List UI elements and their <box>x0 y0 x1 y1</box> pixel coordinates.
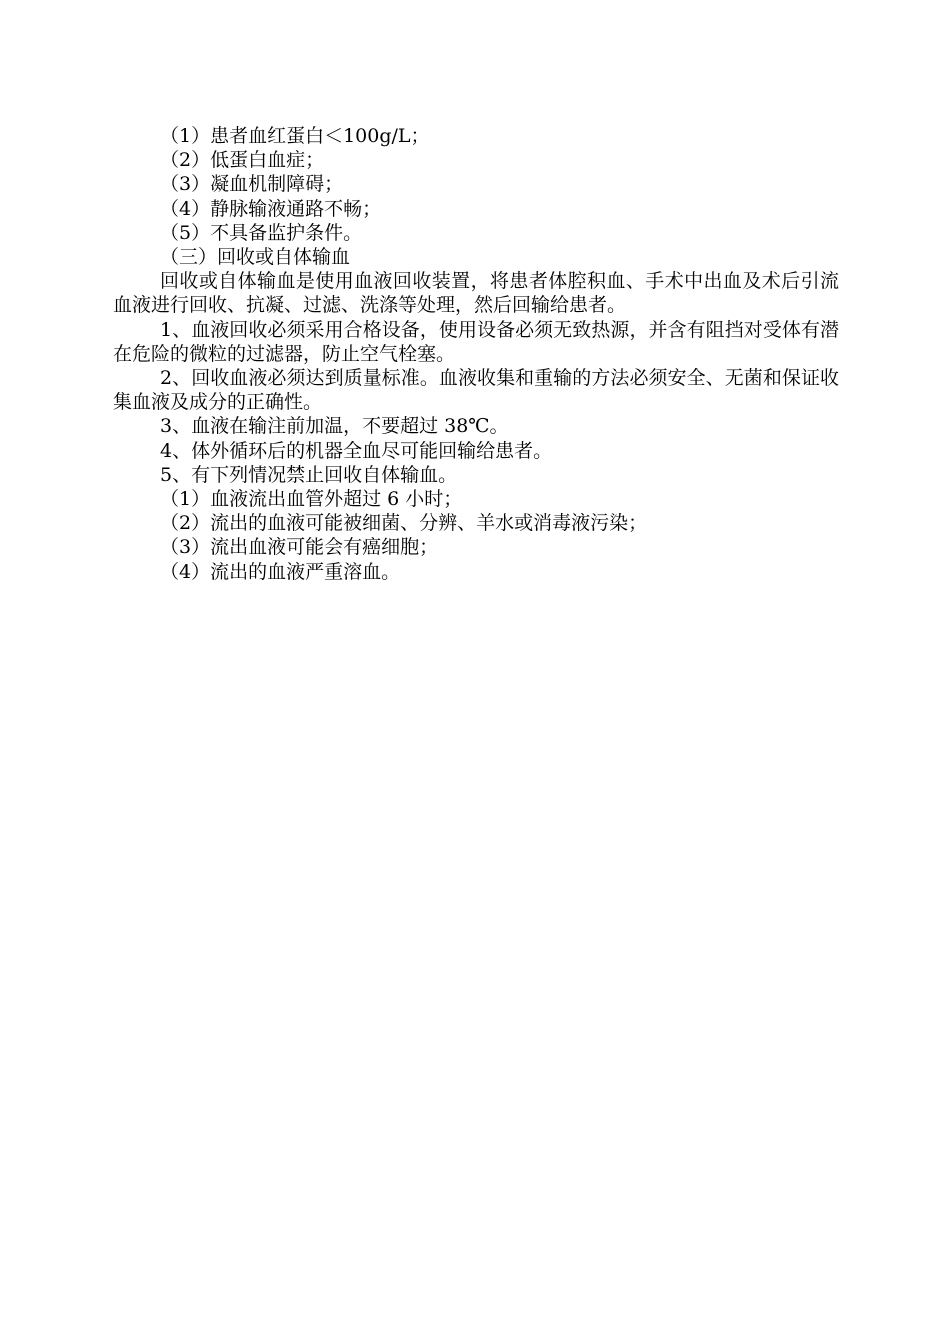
list-item: （4）静脉输液通路不畅； <box>160 197 382 220</box>
rule-paragraph: 3、血液在输注前加温，不要超过 38℃。 <box>160 415 509 438</box>
rule-paragraph: 4、体外循环后的机器全血尽可能回输给患者。 <box>160 439 553 462</box>
list-item: （4）流出的血液严重溶血。 <box>160 560 401 583</box>
section-heading: （三）回收或自体输血 <box>160 246 351 269</box>
list-item: （5）不具备监护条件。 <box>160 221 363 244</box>
list-item: （2）流出的血液可能被细菌、分辨、羊水或消毒液污染； <box>160 512 648 535</box>
rule-paragraph: 5、有下列情况禁止回收自体输血。 <box>160 463 458 486</box>
list-item: （1）血液流出血管外超过 6 小时； <box>160 488 463 511</box>
rule-paragraph: 1、血液回收必须采用合格设备，使用设备必须无致热源，并含有阻挡对受体有潜在危险的微粒的过滤器，防止空气栓塞。 <box>113 318 839 365</box>
list-item: （3）凝血机制障碍； <box>160 173 344 196</box>
intro-paragraph: 回收或自体输血是使用血液回收装置，将患者体腔积血、手术中出血及术后引流血液进行回收、抗凝、过滤、洗涤等处理，然后回输给患者。 <box>113 270 839 317</box>
list-item: （2）低蛋白血症； <box>160 149 325 172</box>
document-body <box>113 124 839 584</box>
list-item: （3）流出血液可能会有癌细胞； <box>160 536 439 559</box>
list-item: （1）患者血红蛋白＜100g/L； <box>160 125 430 147</box>
rule-paragraph: 2、回收血液必须达到质量标准。血液收集和重输的方法必须安全、无菌和保证收集血液及成分的正确性。 <box>113 367 839 414</box>
